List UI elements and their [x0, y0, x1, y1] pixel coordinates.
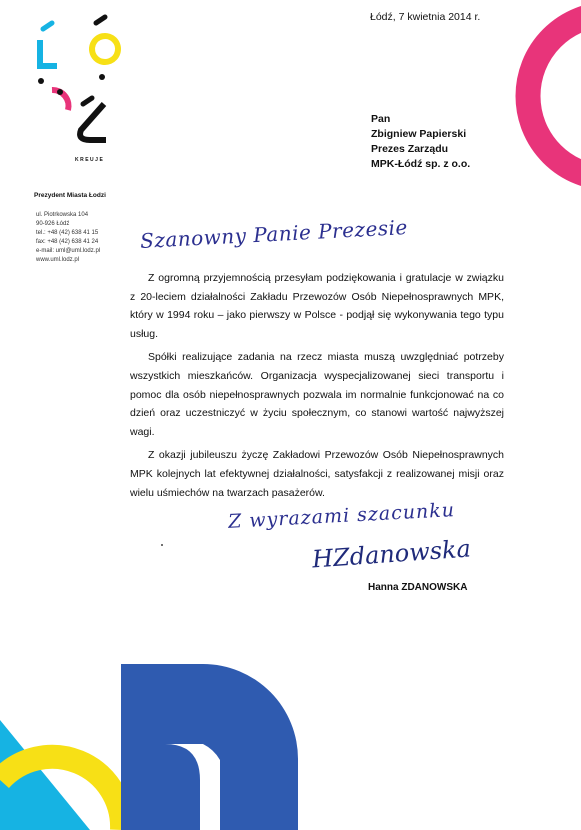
- logo-dot-2: [38, 78, 44, 84]
- body-paragraph: Spółki realizujące zadania na rzecz miasta muszą uwzględniać potrzeby wszystkich mieszkańców. Organizacja wyspecjalizowanej sieci transportu i pomoc dla osób niepełnosprawnych pozwala im normalnie funkcjonować na co dzień oraz uczestniczyć w życiu społecznym, co stanowi wartość najwyższej wagi.: [130, 351, 504, 438]
- recipient-block: [371, 112, 470, 172]
- blue-bar-bottom: [121, 664, 203, 744]
- lodz-logo: [38, 17, 118, 140]
- handwritten-closing: Z wyrazami szacunku: [227, 499, 456, 533]
- logo-dot-3: [57, 89, 63, 95]
- logo-black-z: [80, 104, 106, 140]
- address-line: tel.: +48 (42) 638 41 15: [36, 229, 99, 236]
- logo-tagline: KREUJE: [75, 157, 105, 163]
- logo-accent-1: [43, 23, 52, 29]
- recipient-company: MPK-Łódź sp. z o.o.: [371, 158, 471, 170]
- stray-dot: [161, 544, 163, 546]
- signer-name: Hanna ZDANOWSKA: [368, 582, 468, 593]
- logo-accent-3: [83, 98, 92, 104]
- logo-cyan-l: [40, 40, 57, 66]
- body-paragraph: Z ogromną przyjemnością przesyłam podziękowania i gratulacje w związku z 20-leciem działalności Zakładu Przewozów Osób Niepełnosprawnych MPK, który w 1994 roku – jako pierwszy w Polsce - podjął się wykonywania tego typu usług.: [130, 272, 504, 340]
- blue-arc-bottom: [203, 664, 298, 830]
- letter-date: Łódź, 7 kwietnia 2014 r.: [370, 11, 481, 23]
- logo-dot-1: [99, 74, 105, 80]
- address-line: ul. Piotrkowska 104: [36, 212, 89, 218]
- recipient-name: Zbigniew Papierski: [371, 128, 467, 140]
- address-line: fax: +48 (42) 638 41 24: [36, 238, 99, 245]
- logo-yellow-o: [92, 36, 118, 62]
- body-paragraph: Z okazji jubileuszu życzę Zakładowi Przewozów Osób Niepełnosprawnych MPK kolejnych lat efektywnej działalności, satysfakcji z realizowanej misji oraz wielu uśmiechów na twarzach pasażerów.: [130, 449, 504, 499]
- address-line: www.uml.lodz.pl: [36, 256, 80, 263]
- handwritten-signature: HZdanowska: [311, 534, 472, 574]
- address-line: e-mail: uml@uml.lodz.pl: [36, 247, 101, 254]
- letter-body: [130, 269, 504, 507]
- address-line: 90-926 Łódź: [36, 220, 70, 227]
- recipient-position: Prezes Zarządu: [371, 143, 449, 155]
- recipient-line: Pan: [371, 113, 391, 125]
- sender-address: [36, 211, 100, 264]
- handwritten-salutation: Szanowny Panie Prezesie: [139, 215, 409, 253]
- blue-inner-bottom: [121, 744, 200, 830]
- sender-title: Prezydent Miasta Łodzi: [34, 192, 106, 199]
- magenta-ring-top-right: [528, 14, 581, 178]
- logo-accent-2: [96, 17, 105, 23]
